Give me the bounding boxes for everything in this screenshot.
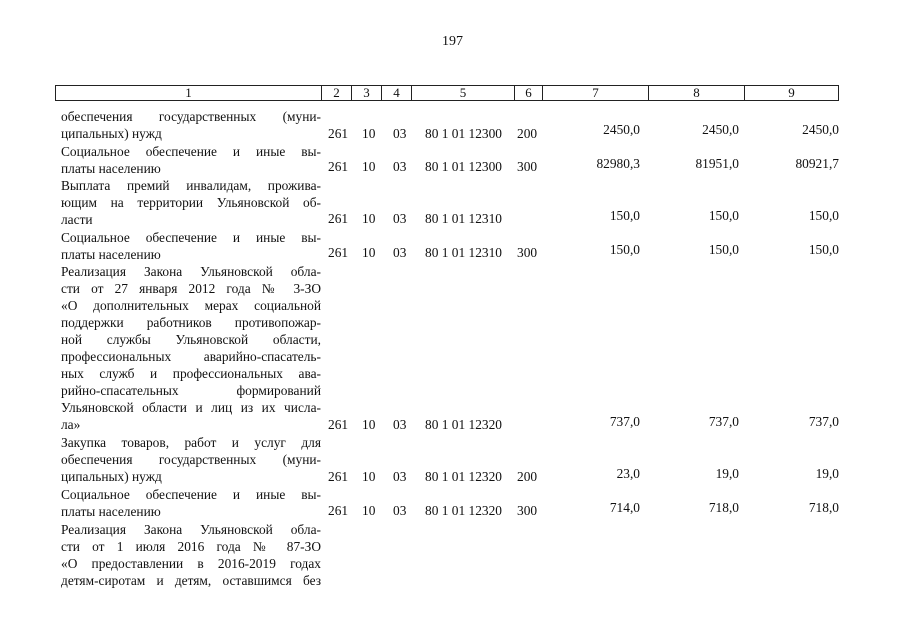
cell-year1: 23,0 [616,466,640,481]
cell-rz: 10 [362,417,376,432]
description-line: Социальное обеспечение и иные вы- [61,230,321,245]
description-line: «О предоставлении в 2016-2019 годах [61,556,321,571]
table-header [55,85,839,101]
cell-gr: 261 [328,159,349,174]
description-line: обеспечения государственных (муни- [61,452,321,467]
description-line: Реализация Закона Ульяновской обла- [61,522,321,537]
description-line: платы населению [61,161,161,176]
cell-year3: 718,0 [808,500,839,515]
description-line: ципальных) нужд [61,469,162,484]
cell-pr: 03 [393,126,407,141]
cell-csr: 80 1 01 12320 [425,503,502,518]
header-col-3: 3 [351,86,381,100]
header-col-6: 6 [514,86,542,100]
cell-year1: 82980,3 [596,156,640,171]
cell-rz: 10 [362,503,376,518]
cell-pr: 03 [393,159,407,174]
cell-rz: 10 [362,469,376,484]
cell-year3: 19,0 [815,466,839,481]
description-line: сти от 1 июля 2016 года № 87-ЗО [61,539,321,554]
cell-pr: 03 [393,211,407,226]
cell-year3: 737,0 [808,414,839,429]
cell-year2: 2450,0 [702,122,739,137]
description-line: детям-сиротам и детям, оставшимся без [61,573,321,588]
row-description [61,486,321,520]
description-line: ласти [61,212,93,227]
cell-gr: 261 [328,245,349,260]
cell-pr: 03 [393,245,407,260]
header-col-7: 7 [542,86,648,100]
cell-rz: 10 [362,159,376,174]
cell-vr: 300 [517,159,538,174]
description-line: Социальное обеспечение и иные вы- [61,487,321,502]
description-line: ной службы Ульяновской области, [61,332,321,347]
header-col-1: 1 [185,85,192,100]
cell-year1: 150,0 [609,242,640,257]
description-line: Ульяновской области и лиц из их числа- [61,400,321,415]
description-line: Закупка товаров, работ и услуг для [61,435,321,450]
cell-csr: 80 1 01 12310 [425,211,502,226]
description-line: сти от 27 января 2012 года № 3-ЗО [61,281,321,296]
row-description [61,521,321,589]
row-description [61,229,321,263]
cell-pr: 03 [393,417,407,432]
description-line: поддержки работников противопожар- [61,315,321,330]
description-line: рийно-спасательных формирований [61,383,321,398]
cell-gr: 261 [328,211,349,226]
page-number: 197 [442,34,463,49]
cell-rz: 10 [362,211,376,226]
cell-year3: 150,0 [808,242,839,257]
cell-vr: 300 [517,245,538,260]
cell-csr: 80 1 01 12300 [425,159,502,174]
row-description [61,177,321,228]
description-line: платы населению [61,504,161,519]
cell-vr: 200 [517,126,538,141]
description-line: ципальных) нужд [61,126,162,141]
description-line: «О дополнительных мерах социальной [61,298,321,313]
header-col-5: 5 [411,86,514,100]
header-col-4: 4 [381,86,411,100]
cell-rz: 10 [362,245,376,260]
cell-year2: 150,0 [708,208,739,223]
cell-year1: 150,0 [609,208,640,223]
cell-year2: 81951,0 [695,156,739,171]
cell-year3: 80921,7 [795,156,839,171]
cell-year2: 718,0 [708,500,739,515]
cell-year2: 19,0 [715,466,739,481]
cell-csr: 80 1 01 12320 [425,469,502,484]
row-description [61,434,321,485]
cell-vr: 200 [517,469,538,484]
header-col-9: 9 [744,86,838,100]
cell-csr: 80 1 01 12320 [425,417,502,432]
cell-gr: 261 [328,126,349,141]
cell-year2: 150,0 [708,242,739,257]
cell-gr: 261 [328,469,349,484]
cell-year3: 150,0 [808,208,839,223]
header-col-8: 8 [648,86,744,100]
cell-vr: 300 [517,503,538,518]
cell-csr: 80 1 01 12300 [425,126,502,141]
description-line: ющим на территории Ульяновской об- [61,195,321,210]
description-line: ных служб и профессиональных ава- [61,366,321,381]
cell-year1: 2450,0 [603,122,640,137]
cell-gr: 261 [328,417,349,432]
row-description [61,263,321,433]
cell-rz: 10 [362,126,376,141]
cell-pr: 03 [393,469,407,484]
cell-year2: 737,0 [708,414,739,429]
header-col-2: 2 [321,86,351,100]
description-line: Социальное обеспечение и иные вы- [61,144,321,159]
cell-year3: 2450,0 [802,122,839,137]
cell-year1: 714,0 [609,500,640,515]
cell-year1: 737,0 [609,414,640,429]
description-line: платы населению [61,247,161,262]
description-line: ла» [61,417,81,432]
cell-csr: 80 1 01 12310 [425,245,502,260]
row-description [61,108,321,142]
description-line: профессиональных аварийно-спасатель- [61,349,321,364]
description-line: Выплата премий инвалидам, прожива- [61,178,321,193]
description-line: Реализация Закона Ульяновской обла- [61,264,321,279]
cell-gr: 261 [328,503,349,518]
row-description [61,143,321,177]
description-line: обеспечения государственных (муни- [61,109,321,124]
cell-pr: 03 [393,503,407,518]
